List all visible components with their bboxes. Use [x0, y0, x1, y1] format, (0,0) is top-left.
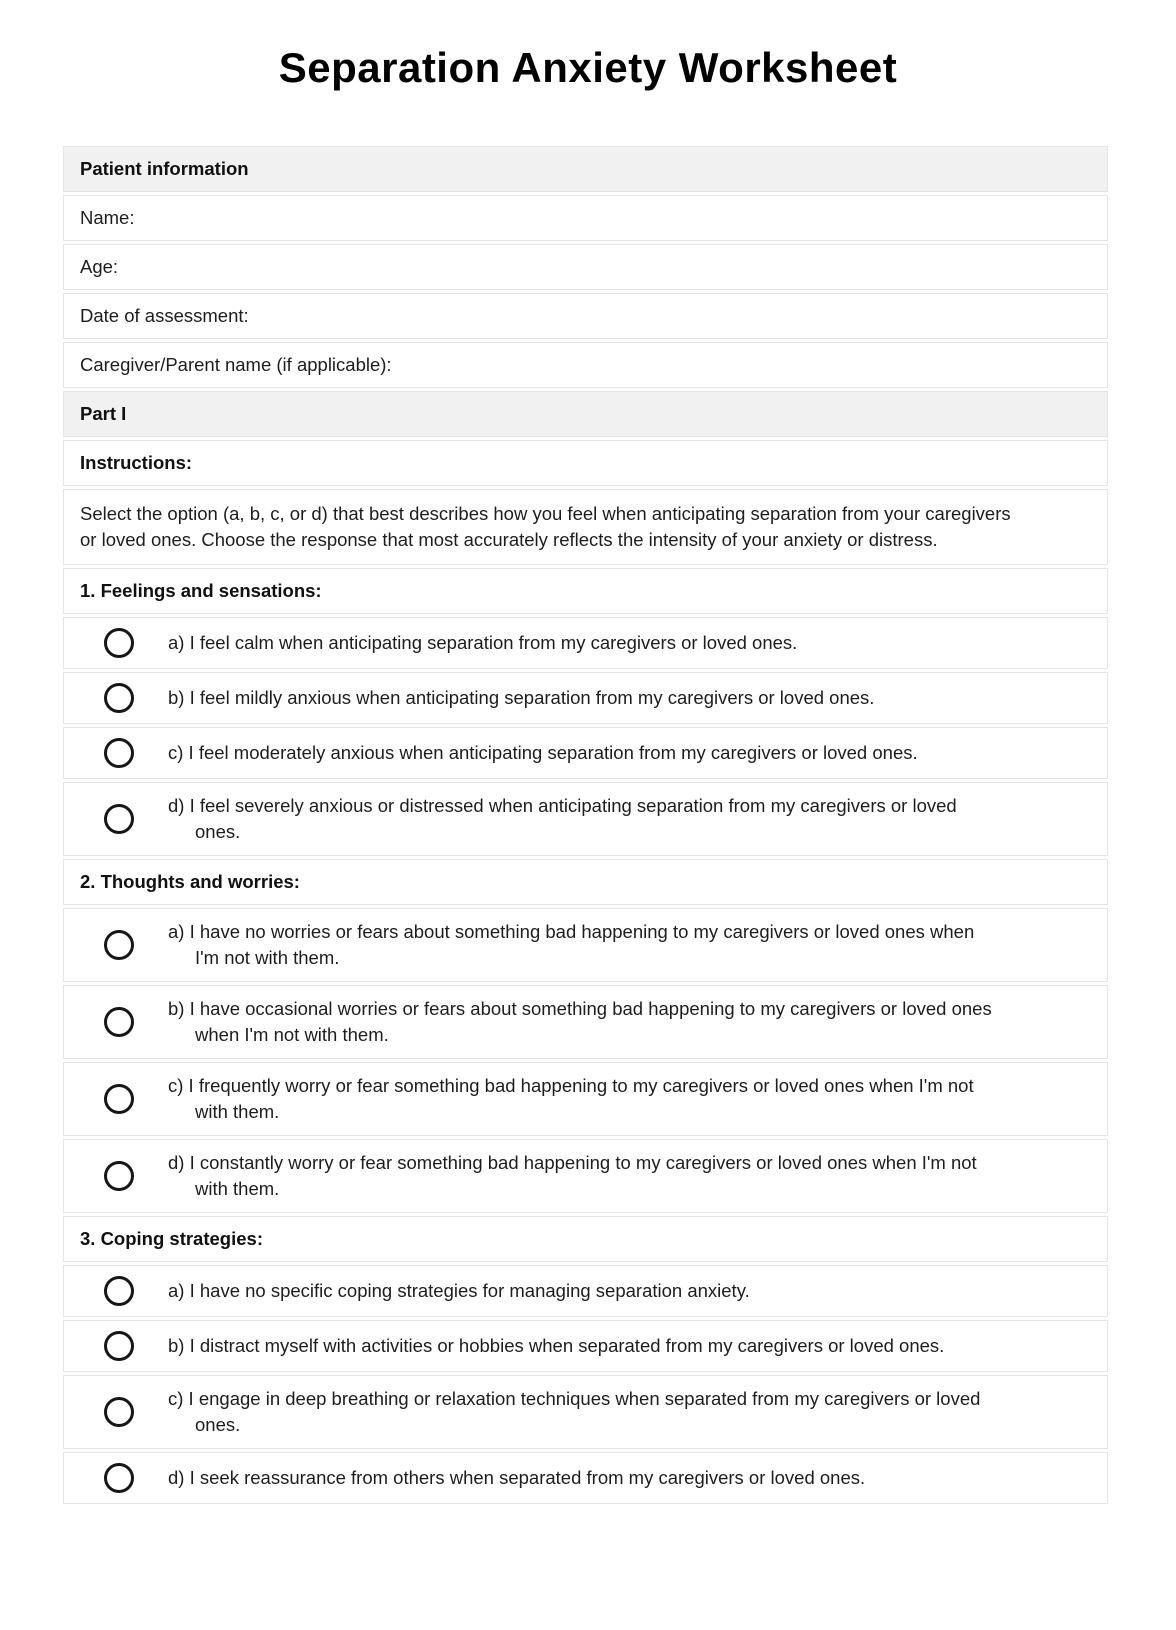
- radio-button[interactable]: [104, 1161, 134, 1191]
- field-row-age[interactable]: [63, 244, 1108, 290]
- instructions-text-row: [63, 489, 1108, 565]
- option-row-1c[interactable]: [63, 727, 1108, 779]
- option-row-2b[interactable]: [63, 985, 1108, 1059]
- radio-button[interactable]: [104, 628, 134, 658]
- option-label: c) I engage in deep breathing or relaxation techniques when separated from my caregivers or loved ones.: [168, 1388, 981, 1435]
- option-label: a) I feel calm when anticipating separation from my caregivers or loved ones.: [168, 632, 798, 653]
- option-row-2a[interactable]: [63, 908, 1108, 982]
- section-1-heading: 1. Feelings and sensations:: [80, 580, 322, 601]
- option-label: a) I have no worries or fears about something bad happening to my caregivers or loved ones when I'm not with them.: [168, 921, 975, 968]
- option-label: c) I feel moderately anxious when anticipating separation from my caregivers or loved ones.: [168, 742, 918, 763]
- field-row-name[interactable]: [63, 195, 1108, 241]
- option-row-3b[interactable]: [63, 1320, 1108, 1372]
- option-label: d) I constantly worry or fear something bad happening to my caregivers or loved ones when I'm not with them.: [168, 1152, 977, 1199]
- worksheet-table: [63, 146, 1108, 1504]
- option-label: a) I have no specific coping strategies for managing separation anxiety.: [168, 1280, 750, 1301]
- option-label: b) I have occasional worries or fears about something bad happening to my caregivers or loved ones when I'm not with them.: [168, 998, 992, 1045]
- option-row-2d[interactable]: [63, 1139, 1108, 1213]
- option-label: c) I frequently worry or fear something bad happening to my caregivers or loved ones when I'm not with them.: [168, 1075, 974, 1122]
- part-header-label: Part I: [80, 403, 127, 424]
- radio-button[interactable]: [104, 1007, 134, 1037]
- date-of-assessment-field-label: Date of assessment:: [80, 305, 249, 326]
- section-3-heading: 3. Coping strategies:: [80, 1228, 263, 1249]
- option-row-3d[interactable]: [63, 1452, 1108, 1504]
- option-label: d) I seek reassurance from others when separated from my caregivers or loved ones.: [168, 1467, 866, 1488]
- section-2-heading: 2. Thoughts and worries:: [80, 871, 300, 892]
- section-3-heading-row: [63, 1216, 1108, 1262]
- field-row-date-of-assessment[interactable]: [63, 293, 1108, 339]
- option-row-1b[interactable]: [63, 672, 1108, 724]
- option-label: b) I distract myself with activities or hobbies when separated from my caregivers or loved ones.: [168, 1335, 945, 1356]
- caregiver-name-field-label: Caregiver/Parent name (if applicable):: [80, 354, 392, 375]
- patient-info-header-row: [63, 146, 1108, 192]
- radio-button[interactable]: [104, 683, 134, 713]
- section-2-heading-row: [63, 859, 1108, 905]
- instructions-label-row: [63, 440, 1108, 486]
- option-row-3c[interactable]: [63, 1375, 1108, 1449]
- option-row-3a[interactable]: [63, 1265, 1108, 1317]
- option-row-1d[interactable]: [63, 782, 1108, 856]
- radio-button[interactable]: [104, 1331, 134, 1361]
- radio-button[interactable]: [104, 738, 134, 768]
- page-title: Separation Anxiety Worksheet: [278, 44, 898, 91]
- option-row-2c[interactable]: [63, 1062, 1108, 1136]
- radio-button[interactable]: [104, 1276, 134, 1306]
- radio-button[interactable]: [104, 1463, 134, 1493]
- option-row-1a[interactable]: [63, 617, 1108, 669]
- age-field-label: Age:: [80, 256, 119, 277]
- section-1-heading-row: [63, 568, 1108, 614]
- radio-button[interactable]: [104, 930, 134, 960]
- radio-button[interactable]: [104, 1084, 134, 1114]
- name-field-label: Name:: [80, 207, 135, 228]
- instructions-text: Select the option (a, b, c, or d) that best describes how you feel when anticipating separation from your caregivers or loved ones. Choose the response that most accurately reflects the intensity of your anxiety or distress.: [80, 503, 1011, 550]
- part-header-row: [63, 391, 1108, 437]
- field-row-caregiver-name[interactable]: [63, 342, 1108, 388]
- option-label: d) I feel severely anxious or distressed when anticipating separation from my caregivers or loved ones.: [168, 795, 957, 842]
- radio-button[interactable]: [104, 1397, 134, 1427]
- instructions-label: Instructions:: [80, 452, 193, 473]
- patient-info-header-label: Patient information: [80, 158, 249, 179]
- option-label: b) I feel mildly anxious when anticipating separation from my caregivers or loved ones.: [168, 687, 875, 708]
- radio-button[interactable]: [104, 804, 134, 834]
